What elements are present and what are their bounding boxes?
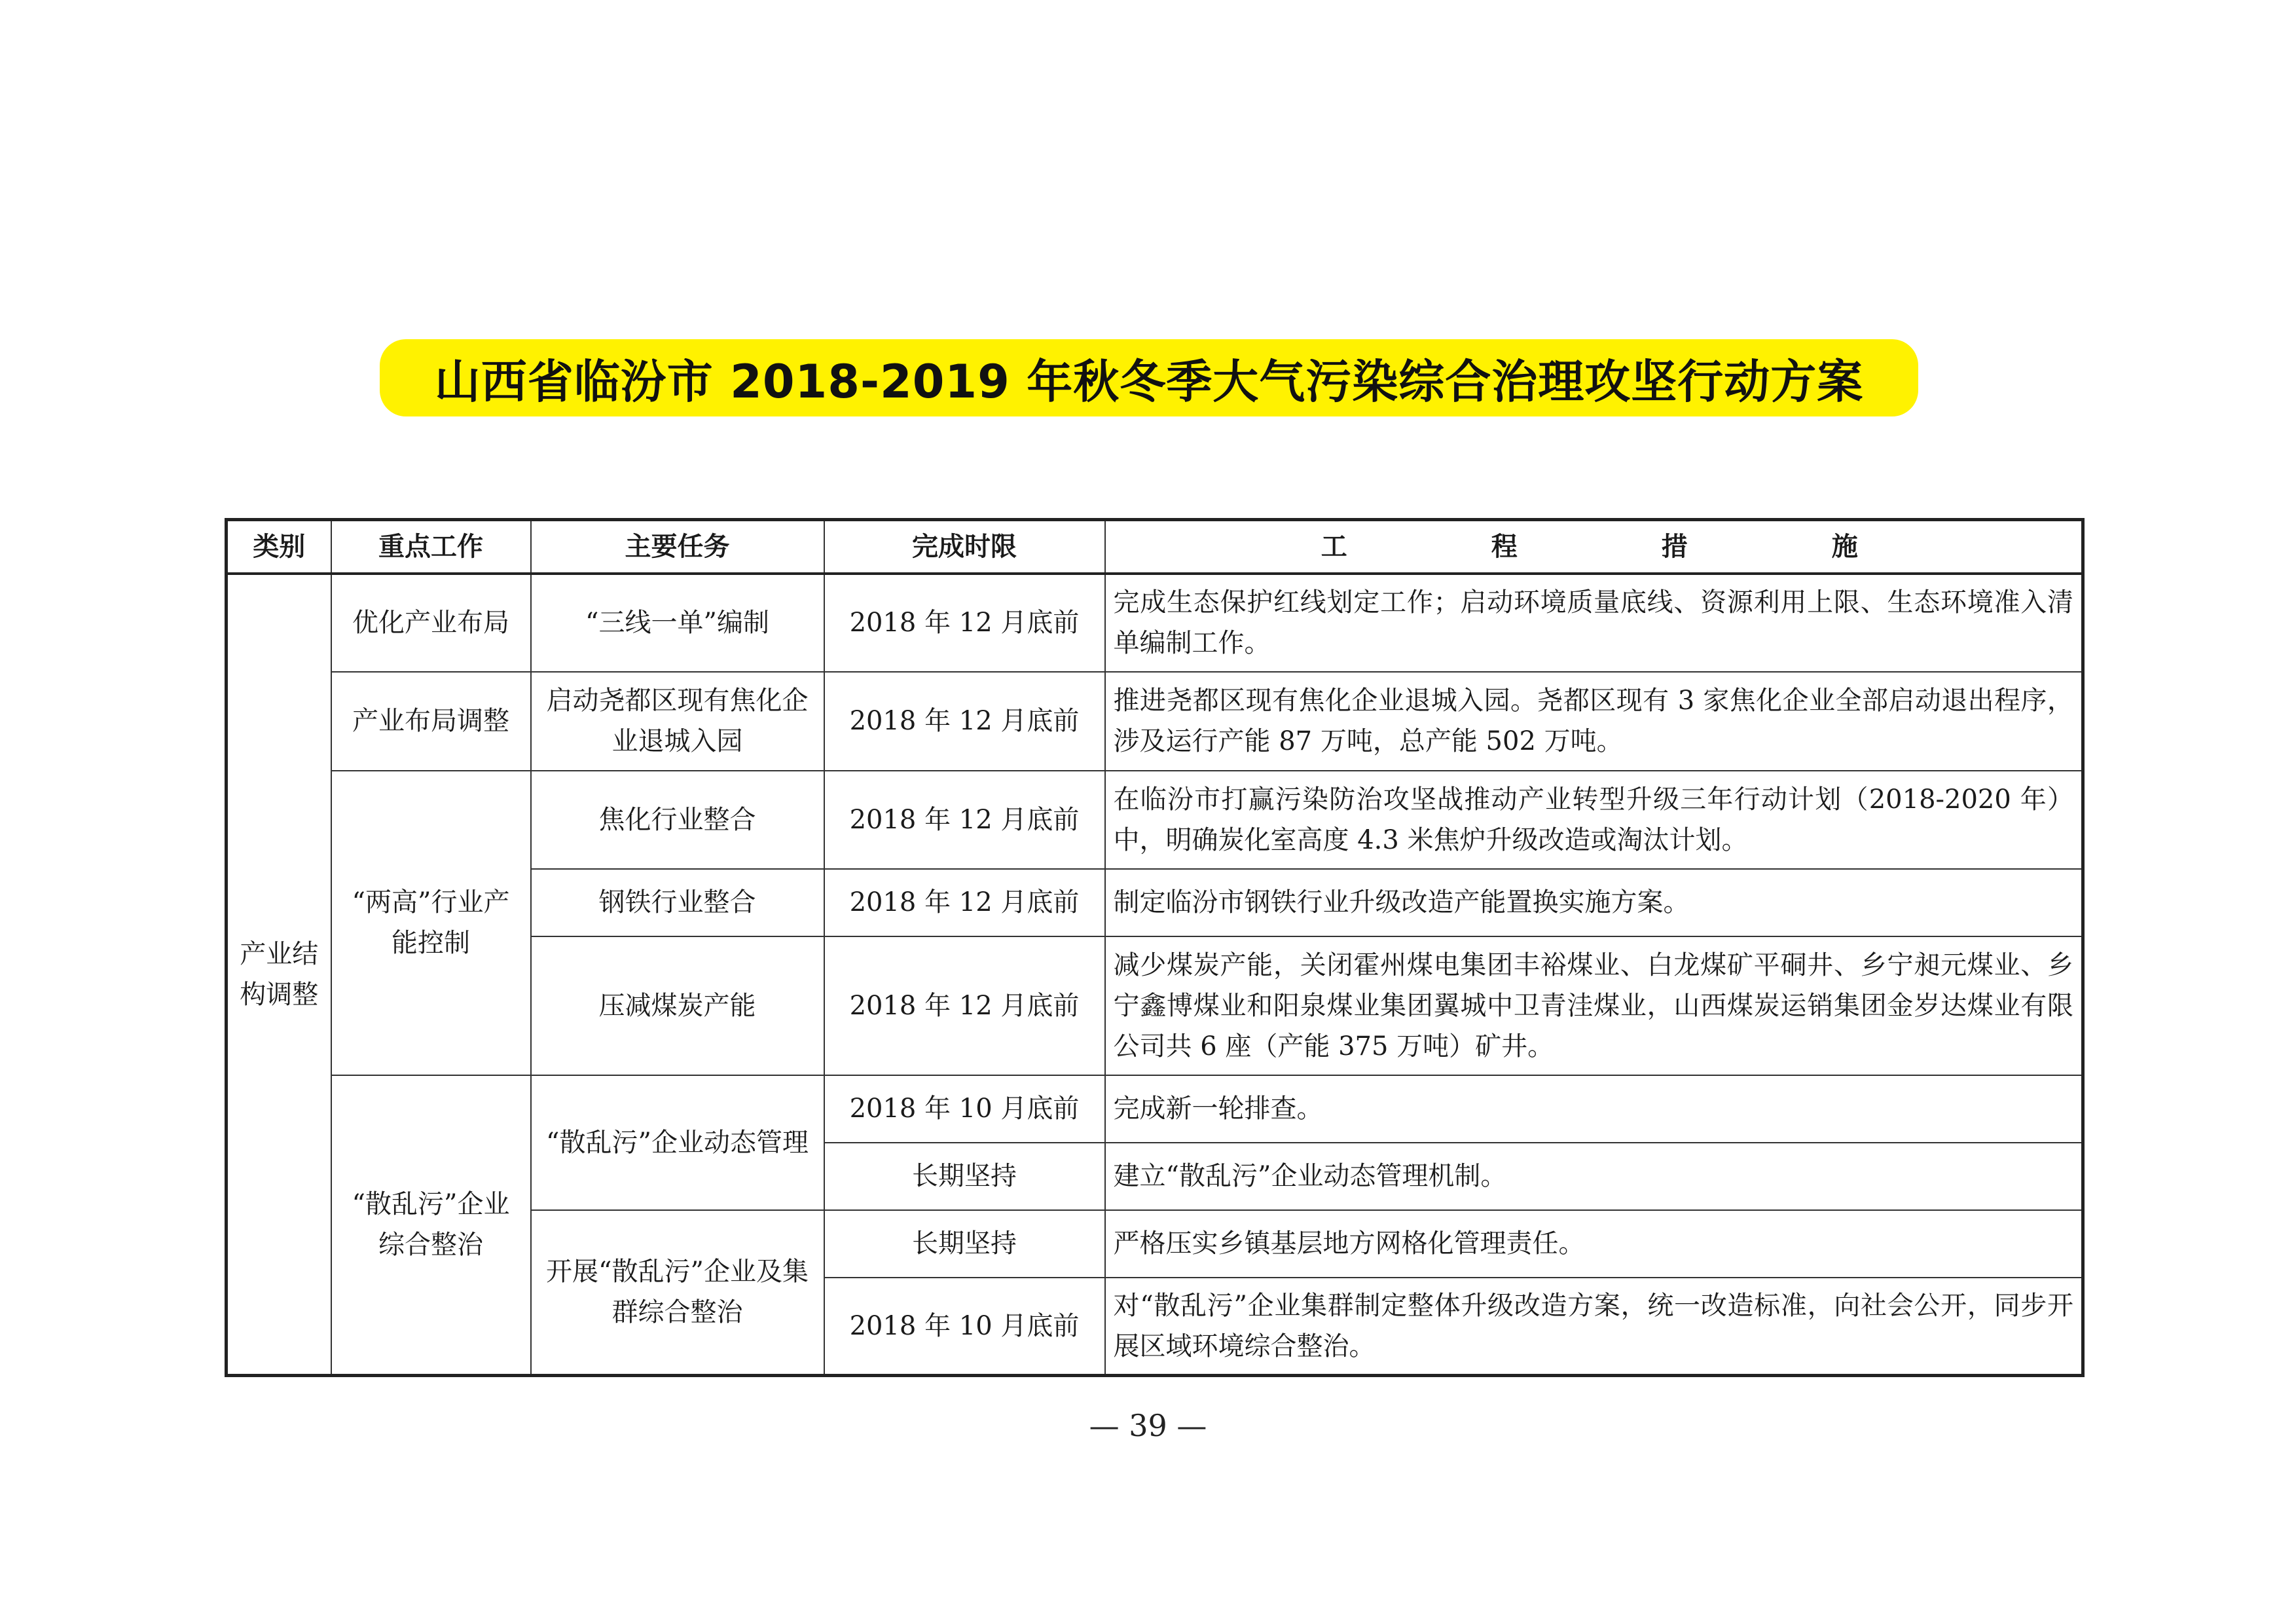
table-row [227, 771, 2083, 869]
deadline-cell: 长期坚持 [824, 1210, 1105, 1278]
measure-cell: 制定临汾市钢铁行业升级改造产能置换实施方案。 [1105, 869, 2083, 936]
measure-cell: 对“散乱污”企业集群制定整体升级改造方案，统一改造标准，向社会公开，同步开展区域环境综合整治。 [1105, 1278, 2083, 1376]
task-cell: “散乱污”企业动态管理 [531, 1075, 824, 1210]
deadline-cell: 2018 年 12 月底前 [824, 936, 1105, 1075]
page-number: — 39 — [1089, 1408, 1207, 1443]
table-header-row [227, 520, 2083, 574]
key-work-cell: “散乱污”企业综合整治 [331, 1075, 531, 1376]
measure-cell: 完成新一轮排查。 [1105, 1075, 2083, 1143]
header-main-task: 主要任务 [531, 520, 824, 574]
task-cell: 启动尧都区现有焦化企业退城入园 [531, 672, 824, 771]
table-row [227, 1075, 2083, 1143]
measure-cell: 在临汾市打赢污染防治攻坚战推动产业转型升级三年行动计划（2018-2020 年）中，明确炭化室高度 4.3 米焦炉升级改造或淘汰计划。 [1105, 771, 2083, 869]
key-work-cell: “两高”行业产能控制 [331, 771, 531, 1075]
header-key-work: 重点工作 [331, 520, 531, 574]
measure-cell: 推进尧都区现有焦化企业退城入园。尧都区现有 3 家焦化企业全部启动退出程序，涉及运行产能 87 万吨，总产能 502 万吨。 [1105, 672, 2083, 771]
table-row [227, 672, 2083, 771]
title-highlight [380, 339, 1918, 416]
deadline-cell: 2018 年 12 月底前 [824, 771, 1105, 869]
measure-cell: 建立“散乱污”企业动态管理机制。 [1105, 1143, 2083, 1210]
measure-cell: 严格压实乡镇基层地方网格化管理责任。 [1105, 1210, 2083, 1278]
task-cell: 钢铁行业整合 [531, 869, 824, 936]
table-row [227, 574, 2083, 672]
deadline-cell: 2018 年 12 月底前 [824, 672, 1105, 771]
task-cell: 焦化行业整合 [531, 771, 824, 869]
task-cell: 开展“散乱污”企业及集群综合整治 [531, 1210, 824, 1376]
deadline-cell: 2018 年 10 月底前 [824, 1278, 1105, 1376]
header-deadline: 完成时限 [824, 520, 1105, 574]
deadline-cell: 2018 年 12 月底前 [824, 574, 1105, 672]
measure-cell: 减少煤炭产能，关闭霍州煤电集团丰裕煤业、白龙煤矿平硐井、乡宁昶元煤业、乡宁鑫博煤业和阳泉煤业集团翼城中卫青洼煤业，山西煤炭运销集团金岁达煤业有限公司共 6 座（产能 375 万吨）矿井。 [1105, 936, 2083, 1075]
document-title: 山西省临汾市 2018-2019 年秋冬季大气污染综合治理攻坚行动方案 [434, 354, 1864, 409]
header-category: 类别 [227, 520, 331, 574]
deadline-cell: 2018 年 10 月底前 [824, 1075, 1105, 1143]
header-measures: 工 程 措 施 [1105, 520, 2083, 574]
key-work-cell: 优化产业布局 [331, 574, 531, 672]
task-cell: 压减煤炭产能 [531, 936, 824, 1075]
key-work-cell: 产业布局调整 [331, 672, 531, 771]
action-plan-table [225, 518, 2085, 1377]
measure-cell: 完成生态保护红线划定工作；启动环境质量底线、资源利用上限、生态环境准入清单编制工作。 [1105, 574, 2083, 672]
deadline-cell: 2018 年 12 月底前 [824, 869, 1105, 936]
category-cell: 产业结构调整 [227, 574, 331, 1376]
deadline-cell: 长期坚持 [824, 1143, 1105, 1210]
task-cell: “三线一单”编制 [531, 574, 824, 672]
